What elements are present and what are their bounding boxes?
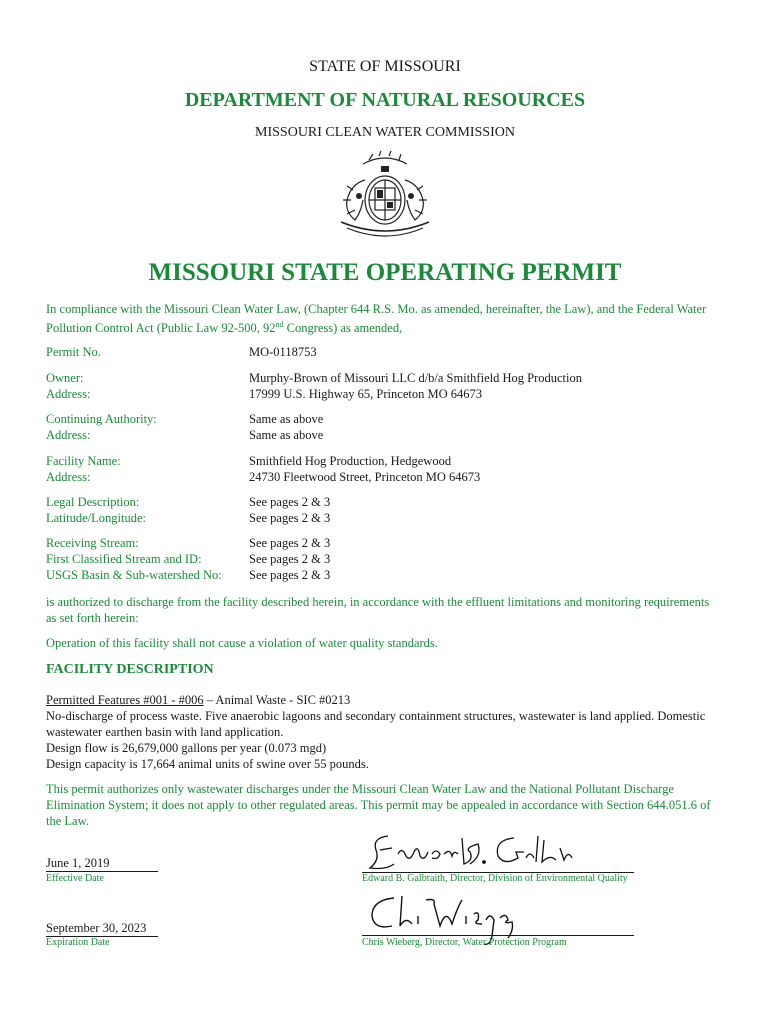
signature-line-2 [362,934,634,936]
latlong-value: See pages 2 & 3 [249,511,331,525]
intro-line: In compliance with the Missouri Clean Water Law, (Chapter 644 R.S. Mo. as amended, hereinafter, the Law), and the Federal Water [46,302,707,316]
facility-description-heading: FACILITY DESCRIPTION [46,662,214,677]
stream-labels [46,535,246,583]
effective-date-label: Effective Date [46,873,104,884]
features-line [46,692,726,708]
description-line: wastewater earthen basin with land application. [46,725,284,739]
authorized-line: is authorized to discharge from the facility described herein, in accordance with the effluent limitations and monitoring requirements [46,595,710,609]
legal-values [249,494,729,526]
continuing-values [249,411,729,443]
receiving-stream-value: See pages 2 & 3 [249,536,331,550]
state-heading: STATE OF MISSOURI [309,58,461,75]
permit-number-value: MO-0118753 [249,345,317,359]
design-capacity-line: Design capacity is 17,664 animal units of swine over 55 pounds. [46,757,369,771]
intro-superscript: nd [275,320,284,329]
authorized-paragraph [46,594,726,626]
continuing-labels [46,411,246,443]
expiration-date-label: Expiration Date [46,937,110,948]
continuing-label: Continuing Authority: [46,412,157,426]
effective-date: June 1, 2019 [46,856,158,872]
usgs-label: USGS Basin & Sub-watershed No: [46,568,222,582]
operation-statement: Operation of this facility shall not cause a violation of water quality standards. [46,636,438,650]
continuing-value: Same as above [249,412,324,426]
permit-number-label: Permit No. [46,345,101,359]
state-seal-icon [333,150,437,244]
facility-value: Smithfield Hog Production, Hedgewood [249,454,452,468]
latlong-label: Latitude/Longitude: [46,511,146,525]
stream-values [249,535,729,583]
intro-line [46,317,726,336]
commission-heading: MISSOURI CLEAN WATER COMMISSION [255,125,515,140]
facility-labels [46,453,246,485]
intro-paragraph [46,301,726,336]
legal-value: See pages 2 & 3 [249,495,331,509]
owner-values [249,370,729,402]
facility-values [249,453,729,485]
department-heading: DEPARTMENT OF NATURAL RESOURCES [184,89,586,111]
legal-labels [46,494,246,526]
design-flow-line: Design flow is 26,679,000 gallons per year (0.073 mgd) [46,741,327,755]
galbraith-signature-icon [366,830,576,874]
closing-line: the Law. [46,814,89,828]
owner-address-value: 17999 U.S. Highway 65, Princeton MO 64673 [249,387,482,401]
signer-2-title: Chris Wieberg, Director, Water Protection Program [362,937,567,948]
features-rest: – Animal Waste - SIC #0213 [203,693,351,707]
owner-value: Murphy-Brown of Missouri LLC d/b/a Smithfield Hog Production [249,371,582,385]
facility-description-body [46,692,726,772]
facility-label: Facility Name: [46,454,121,468]
continuing-address-label: Address: [46,428,91,442]
receiving-stream-label: Receiving Stream: [46,536,139,550]
intro-text: Pollution Control Act (Public Law 92-500, 92 [46,321,276,336]
expiration-date: September 30, 2023 [46,921,158,937]
description-line: No-discharge of process waste. Five anaerobic lagoons and secondary containment structures, wastewater is land applied. Domestic [46,709,706,723]
authorized-line: as set forth herein: [46,611,139,625]
facility-address-value: 24730 Fleetwood Street, Princeton MO 64673 [249,470,481,484]
closing-paragraph [46,781,726,829]
first-stream-value: See pages 2 & 3 [249,552,331,566]
owner-address-label: Address: [46,387,91,401]
facility-address-label: Address: [46,470,91,484]
first-stream-label: First Classified Stream and ID: [46,552,202,566]
intro-text: Congress) as amended, [283,321,403,336]
owner-label: Owner: [46,371,84,385]
closing-line: Elimination System; it does not apply to other regulated areas. This permit may be appealed in accordance with Section 644.051.6 of [46,798,711,812]
signer-1-title: Edward B. Galbraith, Director, Division of Environmental Quality [362,873,628,884]
closing-line: This permit authorizes only wastewater discharges under the Missouri Clean Water Law and the National Pollutant Discharge [46,782,674,796]
continuing-address-value: Same as above [249,428,324,442]
permit-title: MISSOURI STATE OPERATING PERMIT [148,259,622,286]
usgs-value: See pages 2 & 3 [249,568,331,582]
permitted-features: Permitted Features #001 - #006 [46,693,204,707]
owner-labels [46,370,246,402]
legal-label: Legal Description: [46,495,140,509]
